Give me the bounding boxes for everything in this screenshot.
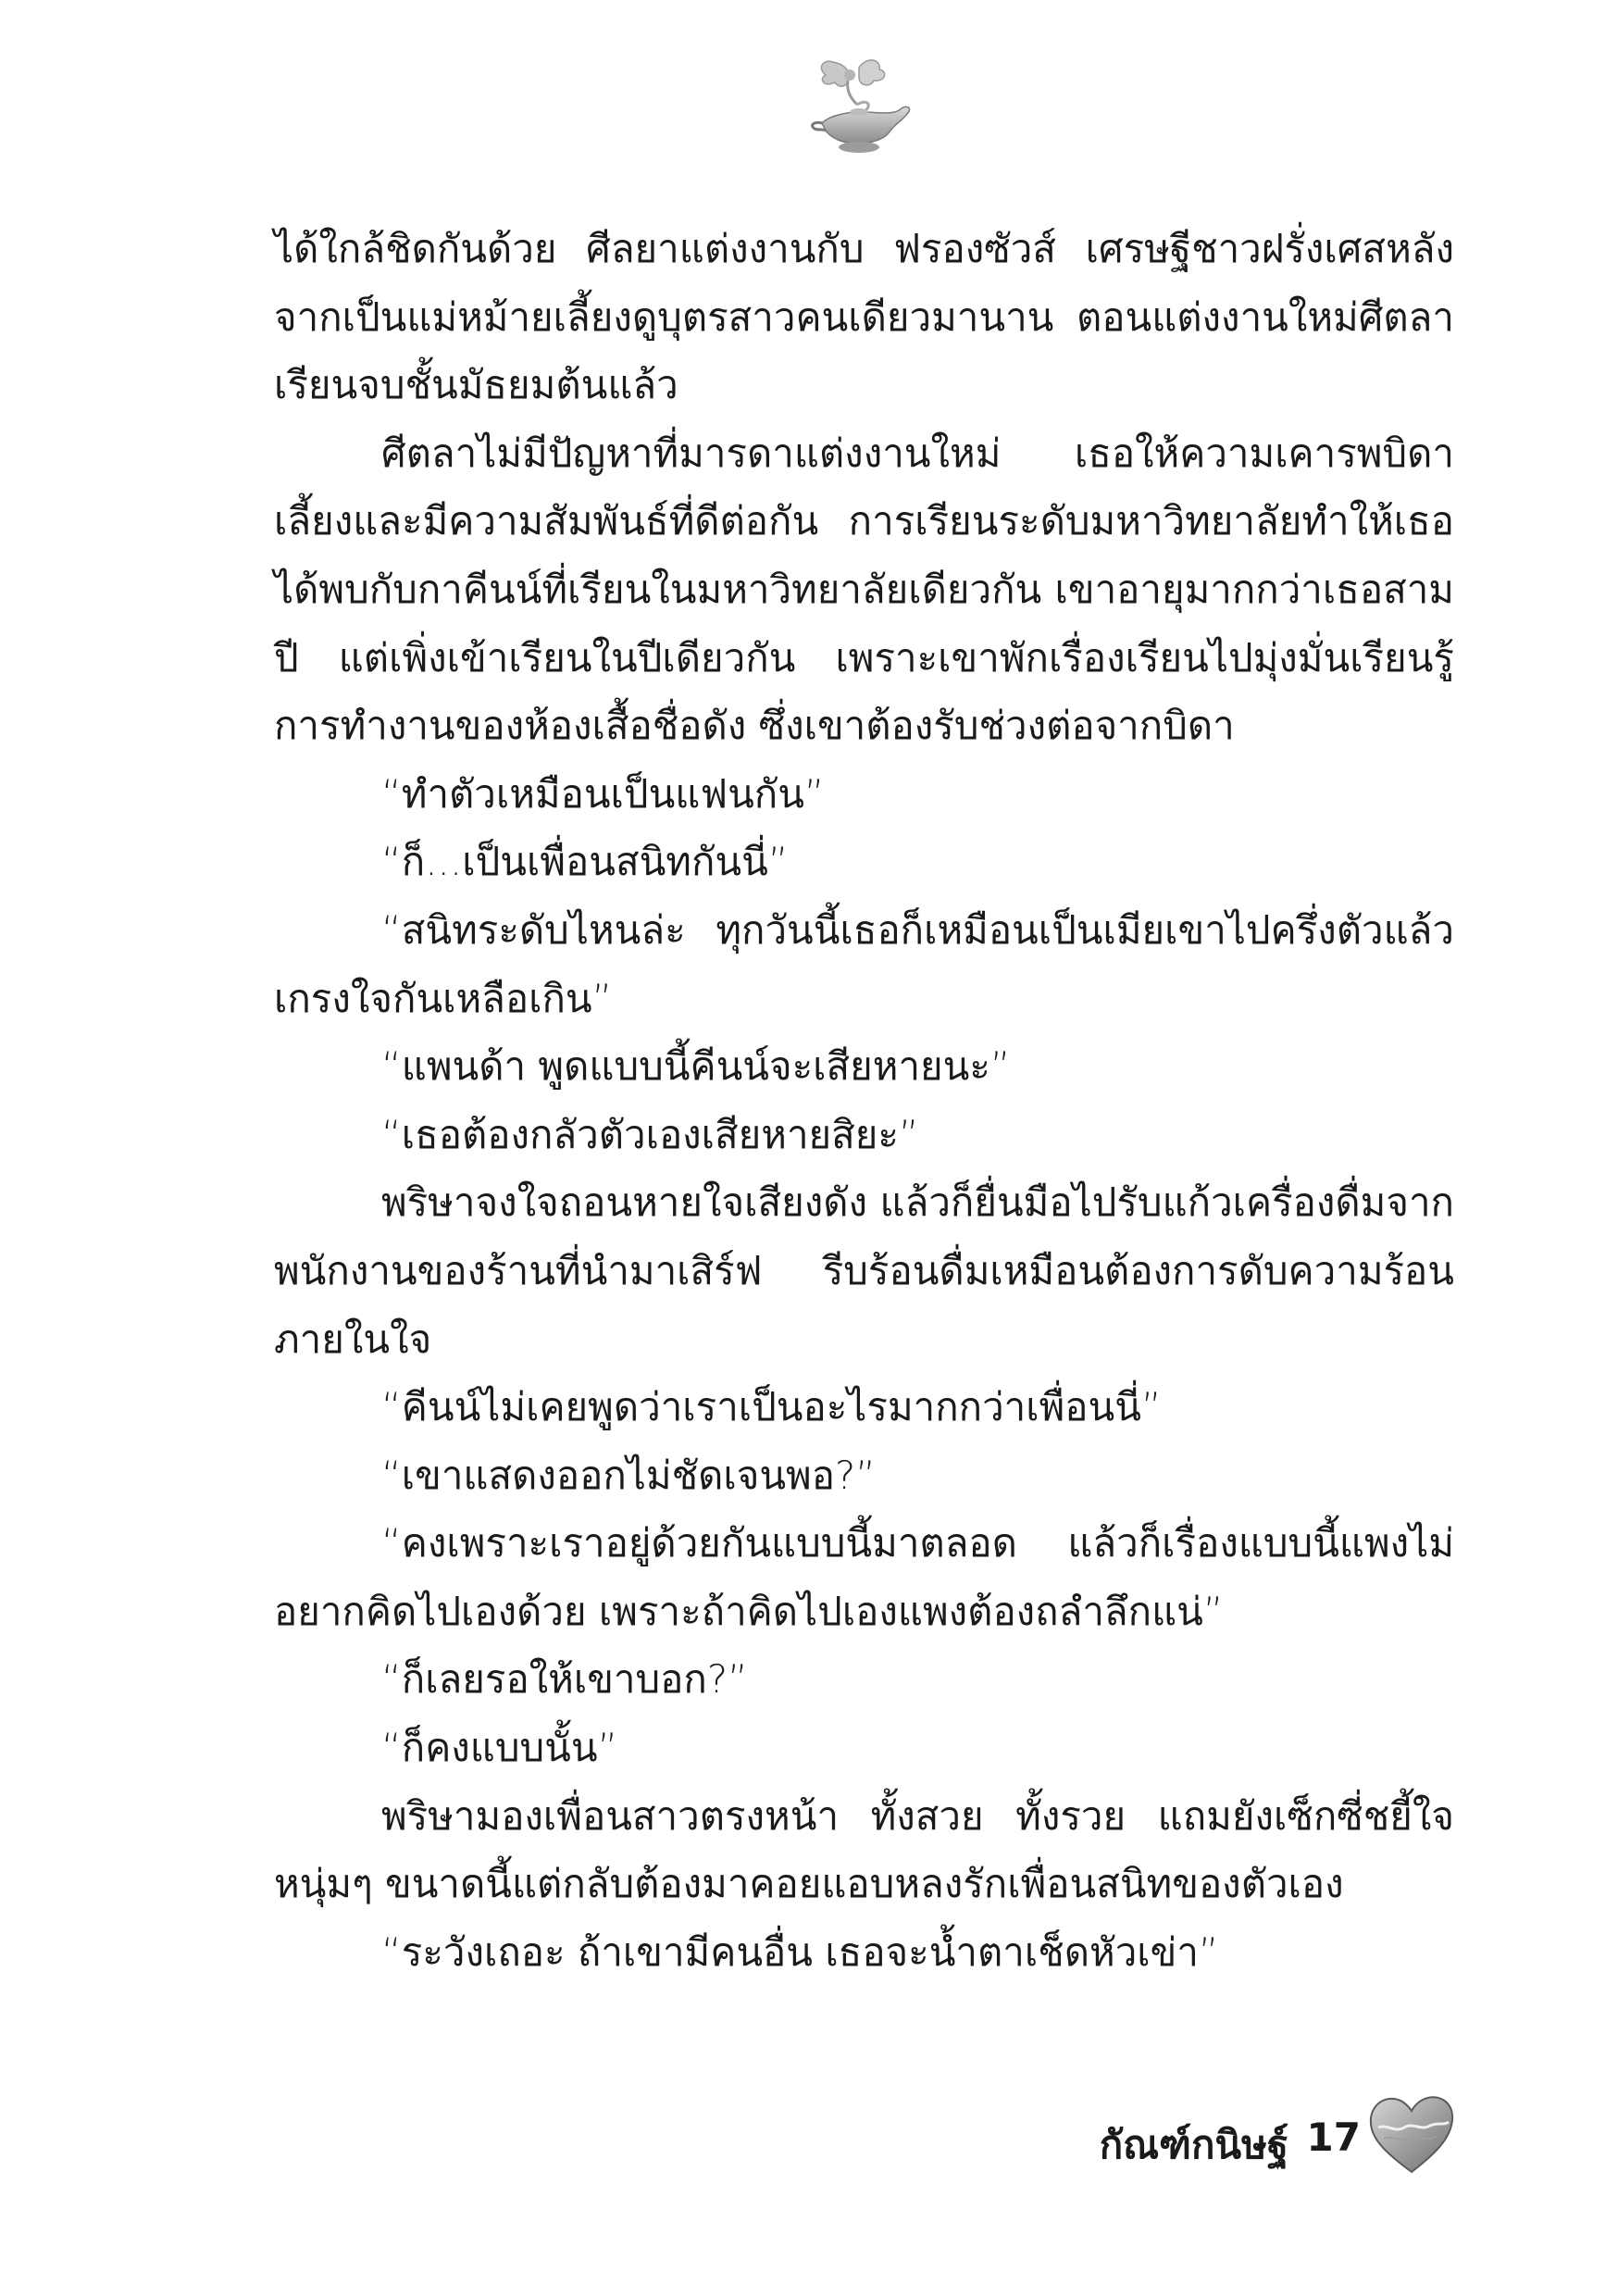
paragraph: ได้ใกล้ชิดกันด้วย ศีลยาแต่งงานกับ ฟรองซัวส์ เศรษฐีชาวฝรั่งเศสหลังจากเป็นแม่หม้ายเลี้ยงดูบุตรสาวคนเดียวมานาน ตอนแต่งงานใหม่ศีตลาเรียนจบชั้นมัธยมต้นแล้ว xyxy=(274,226,1454,408)
book-title: กัณฑ์กนิษฐ์ xyxy=(1099,2122,1288,2167)
dialogue-line: “คีนน์ไม่เคยพูดว่าเราเป็นอะไรมากกว่าเพื่อนนี่” xyxy=(381,1384,1162,1430)
paragraph: พริษาจงใจถอนหายใจเสียงดัง แล้วก็ยื่นมือไปรับแก้วเครื่องดื่มจากพนักงานของร้านที่นำมาเสิร์ฟ รีบร้อนดื่มเหมือนต้องการดับความร้อนภายในใจ xyxy=(274,1179,1454,1362)
dialogue-line: “ก็...เป็นเพื่อนสนิทกันนี่” xyxy=(381,839,789,885)
dialogue-line: “แพนด้า พูดแบบนี้คีนน์จะเสียหายนะ” xyxy=(381,1043,1011,1090)
page-number: 17 xyxy=(1306,2115,1361,2160)
page-footer xyxy=(1055,2102,1407,2185)
dialogue-line: “เขาแสดงออกไม่ชัดเจนพอ?” xyxy=(381,1452,877,1498)
dialogue-line: “ก็เลยรอให้เขาบอก?” xyxy=(381,1656,748,1703)
paragraph: ศีตลาไม่มีปัญหาที่มารดาแต่งงานใหม่ เธอให้ความเคารพบิดาเลี้ยงและมีความสัมพันธ์ที่ดีต่อกัน การเรียนระดับมหาวิทยาลัยทำให้เธอได้พบกับกาคีนน์ที่เรียนในมหาวิทยาลัยเดียวกัน เขาอายุมากกว่าเธอสามปี แต่เพิ่งเข้าเรียนในปีเดียวกัน เพราะเขาพักเรื่องเรียนไปมุ่งมั่นเรียนรู้การทำงานของห้องเสื้อชื่อดัง ซึ่งเขาต้องรับช่วงต่อจากบิดา xyxy=(274,430,1454,749)
genie-lamp-icon xyxy=(805,51,916,162)
heart-icon xyxy=(1365,2090,1458,2176)
dialogue-line: “สนิทระดับไหนล่ะ ทุกวันนี้เธอก็เหมือนเป็นเมียเขาไปครึ่งตัวแล้วเกรงใจกันเหลือเกิน” xyxy=(274,906,1454,1021)
paragraph: พริษามองเพื่อนสาวตรงหน้า ทั้งสวย ทั้งรวย แถมยังเซ็กซี่ชยี้ใจหนุ่มๆ ขนาดนี้แต่กลับต้องมาคอยแอบหลงรักเพื่อนสนิทของตัวเอง xyxy=(274,1792,1454,1907)
dialogue-line: “เธอต้องกลัวตัวเองเสียหายสิยะ” xyxy=(381,1111,919,1157)
dialogue-line: “ระวังเถอะ ถ้าเขามีคนอื่น เธอจะน้ำตาเช็ดหัวเข่า” xyxy=(381,1928,1219,1975)
dialogue-line: “ทำตัวเหมือนเป็นแฟนกัน” xyxy=(381,770,825,817)
dialogue-line: “ก็คงแบบนั้น” xyxy=(381,1725,618,1771)
body-text xyxy=(274,215,1454,1986)
dialogue-line: “คงเพราะเราอยู่ด้วยกันแบบนี้มาตลอด แล้วก็เรื่องแบบนี้แพงไม่อยากคิดไปเองด้วย เพราะถ้าคิดไปเองแพงต้องถลำลึกแน่” xyxy=(274,1520,1454,1634)
